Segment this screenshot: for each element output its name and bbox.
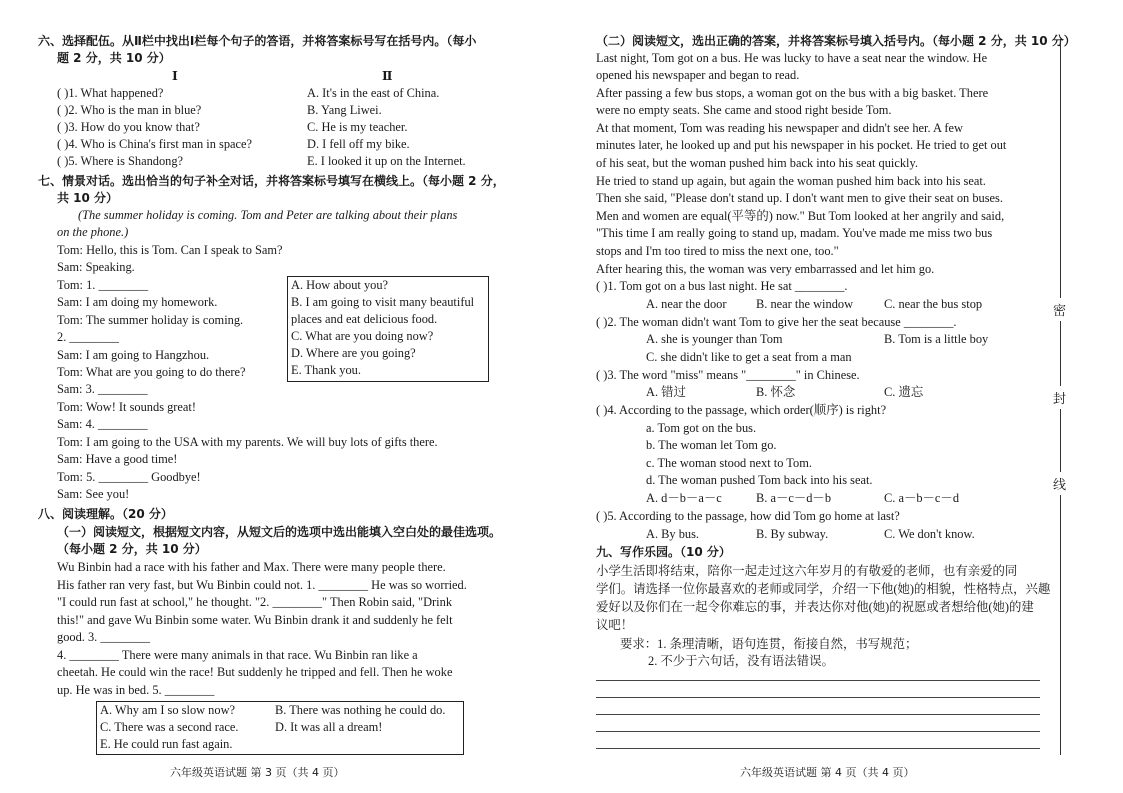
right-page xyxy=(560,0,1123,793)
passage-line: "This time I am really going to stand up, madam. You've made me miss two bus xyxy=(596,226,993,240)
section8-title: 八、阅读理解。（20 分） xyxy=(38,507,173,521)
section6-title-cont: 题 2 分，共 10 分） xyxy=(57,51,171,65)
passage-line: of his seat, but the woman pushed him back into his seat quickly. xyxy=(596,156,918,170)
seal-char: 线 xyxy=(1053,472,1066,495)
dialog-line: Sam: I am going to Hangzhou. xyxy=(57,348,210,362)
option[interactable]: B. 怀念 xyxy=(756,385,796,399)
dialog-option: D. Where are you going? xyxy=(291,346,416,360)
passage-line: 4. ________ There were many animals in that race. Wu Binbin ran like a xyxy=(57,648,418,662)
option[interactable]: A. d－b－a－c xyxy=(646,491,722,505)
dialog-blank-line[interactable]: Sam: 4. ________ xyxy=(57,417,148,431)
passage-line: "I could run fast at school," he thought. "2. ________" Then Robin said, "Drink xyxy=(57,595,453,609)
dialog-line: Tom: What are you going to do there? xyxy=(57,365,246,379)
passage1-option: A. Why am I so slow now? xyxy=(100,703,236,717)
passage-line: At that moment, Tom was reading his newspaper and didn't see her. A few xyxy=(596,121,963,135)
match-answer: C. He is my teacher. xyxy=(307,120,408,134)
dialog-options-box xyxy=(287,276,489,382)
passage1-option: E. He could run fast again. xyxy=(100,737,233,751)
passage-line: cheetah. He could win the race! But suddenly he tripped and fell. Then he woke xyxy=(57,665,453,679)
dialog-intro-cont: on the phone.) xyxy=(57,225,129,239)
dialog-option: places and eat delicious food. xyxy=(291,312,438,326)
passage-line: were no empty seats. She came and stood right beside Tom. xyxy=(596,103,892,117)
passage-line: After hearing this, the woman was very embarrassed and let him go. xyxy=(596,262,935,276)
option[interactable]: B. a－c－d－b xyxy=(756,491,832,505)
passage-line: this!" and gave Wu Binbin some water. Wu Binbin drank it and suddenly he felt xyxy=(57,613,453,627)
passage1-option: B. There was nothing he could do. xyxy=(275,703,446,717)
passage-line: opened his newspaper and began to read. xyxy=(596,68,800,82)
match-question[interactable]: ( )5. Where is Shandong? xyxy=(57,154,184,168)
dialog-blank-line[interactable]: Tom: 1. ________ xyxy=(57,278,149,292)
writing-line[interactable] xyxy=(596,680,1040,681)
instruction-line: 爱好以及你们在一起令你难忘的事，并表达你对他(她)的祝愿或者想给他(她)的建 xyxy=(596,600,1034,614)
dialog-option: A. How about you? xyxy=(291,278,389,292)
section7-title: 七、情景对话。选出恰当的句子补全对话，并将答案标号填写在横线上。（每小题 2 分， xyxy=(38,174,505,188)
section9-title: 九、写作乐园。（10 分） xyxy=(596,545,731,559)
section6-title: 六、选择配伍。从Ⅱ栏中找出Ⅰ栏每个句子的答语，并将答案标号写在括号内。（每小 xyxy=(38,34,477,48)
dialog-blank-line[interactable]: 2. ________ xyxy=(57,330,119,344)
option[interactable]: A. 错过 xyxy=(646,385,686,399)
passage1-option: D. It was all a dream! xyxy=(275,720,383,734)
match-question[interactable]: ( )2. Who is the man in blue? xyxy=(57,103,202,117)
dialog-option: B. I am going to visit many beautiful xyxy=(291,295,475,309)
passage-line: stops and I'm too tired to miss the next one, too." xyxy=(596,244,839,258)
passage-line: good. 3. ________ xyxy=(57,630,150,644)
reading2-title: （二）阅读短文，选出正确的答案，并将答案标号填入括号内。（每小题 2 分，共 10 分） xyxy=(596,34,1076,48)
option[interactable]: B. Tom is a little boy xyxy=(884,332,989,346)
instruction-line: 学们。请选择一位你最喜欢的老师或同学，介绍一下他(她)的相貌，性格特点，兴趣 xyxy=(596,582,1051,596)
question-1[interactable]: ( )1. Tom got on a bus last night. He sat ________. xyxy=(596,279,848,293)
dialog-line: Tom: The summer holiday is coming. xyxy=(57,313,244,327)
question-3[interactable]: ( )3. The word "miss" means "________" in Chinese. xyxy=(596,368,860,382)
dialog-intro: (The summer holiday is coming. Tom and Peter are talking about their plans xyxy=(78,208,458,222)
option[interactable]: C. 遗忘 xyxy=(884,385,924,399)
dialog-option: E. Thank you. xyxy=(291,363,361,377)
dialog-line: Tom: Wow! It sounds great! xyxy=(57,400,196,414)
order-item: b. The woman let Tom go. xyxy=(646,438,777,452)
column-ii-header: Ⅱ xyxy=(382,69,393,83)
requirement-1: 要求：1. 条理清晰，语句连贯，衔接自然，书写规范； xyxy=(620,637,918,651)
question-4[interactable]: ( )4. According to the passage, which order(顺序) is right? xyxy=(596,403,887,417)
seal-char: 封 xyxy=(1053,386,1066,409)
order-item: a. Tom got on the bus. xyxy=(646,421,757,435)
match-answer: B. Yang Liwei. xyxy=(307,103,382,117)
passage1-options-box xyxy=(96,701,464,755)
match-answer: A. It's in the east of China. xyxy=(307,86,440,100)
match-question[interactable]: ( )4. Who is China's first man in space? xyxy=(57,137,253,151)
seal-char: 密 xyxy=(1053,298,1066,321)
order-item: d. The woman pushed Tom back into his seat. xyxy=(646,473,873,487)
column-i-header: Ⅰ xyxy=(172,69,178,83)
option[interactable]: A. By bus. xyxy=(646,527,700,541)
instruction-line: 小学生活即将结束，陪你一起走过这六年岁月的有敬爱的老师，也有亲爱的同 xyxy=(596,564,1018,578)
passage-line: Then she said, "Please don't stand up. I don't want men to give their seat on buses. xyxy=(596,191,1003,205)
reading1-title-cont: （每小题 2 分，共 10 分） xyxy=(57,542,207,556)
passage-line: His father ran very fast, but Wu Binbin could not. 1. ________ He was so worried. xyxy=(57,578,467,592)
match-question[interactable]: ( )3. How do you know that? xyxy=(57,120,200,134)
writing-line[interactable] xyxy=(596,731,1040,732)
question-5[interactable]: ( )5. According to the passage, how did Tom go home at last? xyxy=(596,509,900,523)
writing-line[interactable] xyxy=(596,748,1040,749)
passage-line: After passing a few bus stops, a woman got on the bus with a big basket. There xyxy=(596,86,989,100)
option[interactable]: C. near the bus stop xyxy=(884,297,983,311)
match-question[interactable]: ( )1. What happened? xyxy=(57,86,164,100)
instruction-line: 议吧！ xyxy=(596,618,634,632)
passage-line: up. He was in bed. 5. ________ xyxy=(57,683,215,697)
option[interactable]: A. she is younger than Tom xyxy=(646,332,783,346)
page-footer: 六年级英语试题 第 4 页（共 4 页） xyxy=(740,766,915,779)
dialog-option: C. What are you doing now? xyxy=(291,329,434,343)
order-item: c. The woman stood next to Tom. xyxy=(646,456,812,470)
passage-line: He tried to stand up again, but again the woman pushed him back into his seat. xyxy=(596,174,986,188)
writing-line[interactable] xyxy=(596,697,1040,698)
match-answer: D. I fell off my bike. xyxy=(307,137,410,151)
passage-line: Men and women are equal(平等的) now." But Tom looked at her angrily and said, xyxy=(596,209,1005,223)
match-answer: E. I looked it up on the Internet. xyxy=(307,154,466,168)
writing-line[interactable] xyxy=(596,714,1040,715)
dialog-blank-line[interactable]: Sam: 3. ________ xyxy=(57,382,148,396)
reading1-title: （一）阅读短文，根据短文内容，从短文后的选项中选出能填入空白处的最佳选项。 xyxy=(57,525,502,539)
dialog-line: Sam: See you! xyxy=(57,487,130,501)
dialog-blank-line[interactable]: Tom: 5. ________ Goodbye! xyxy=(57,470,201,484)
option[interactable]: B. near the window xyxy=(756,297,854,311)
dialog-line: Sam: Speaking. xyxy=(57,260,135,274)
question-2[interactable]: ( )2. The woman didn't want Tom to give her the seat because ________. xyxy=(596,315,957,329)
dialog-line: Tom: Hello, this is Tom. Can I speak to Sam? xyxy=(57,243,283,257)
passage-line: Last night, Tom got on a bus. He was lucky to have a seat near the window. He xyxy=(596,51,988,65)
passage-line: minutes later, he looked up and put his newspaper in his pocket. He tried to get out xyxy=(596,138,1007,152)
dialog-line: Tom: I am going to the USA with my parents. We will buy lots of gifts there. xyxy=(57,435,438,449)
passage-line: Wu Binbin had a race with his father and Max. There were many people there. xyxy=(57,560,446,574)
section7-title-cont: 共 10 分） xyxy=(57,191,119,205)
requirement-2: 2. 不少于六句话，没有语法错误。 xyxy=(648,654,834,668)
page-footer: 六年级英语试题 第 3 页（共 4 页） xyxy=(170,766,345,779)
option[interactable]: B. By subway. xyxy=(756,527,829,541)
dialog-line: Sam: Have a good time! xyxy=(57,452,178,466)
left-page xyxy=(0,0,540,793)
option[interactable]: A. near the door xyxy=(646,297,727,311)
option[interactable]: C. We don't know. xyxy=(884,527,975,541)
option[interactable]: C. a－b－c－d xyxy=(884,491,960,505)
option[interactable]: C. she didn't like to get a seat from a man xyxy=(646,350,852,364)
dialog-line: Sam: I am doing my homework. xyxy=(57,295,218,309)
passage1-option: C. There was a second race. xyxy=(100,720,239,734)
